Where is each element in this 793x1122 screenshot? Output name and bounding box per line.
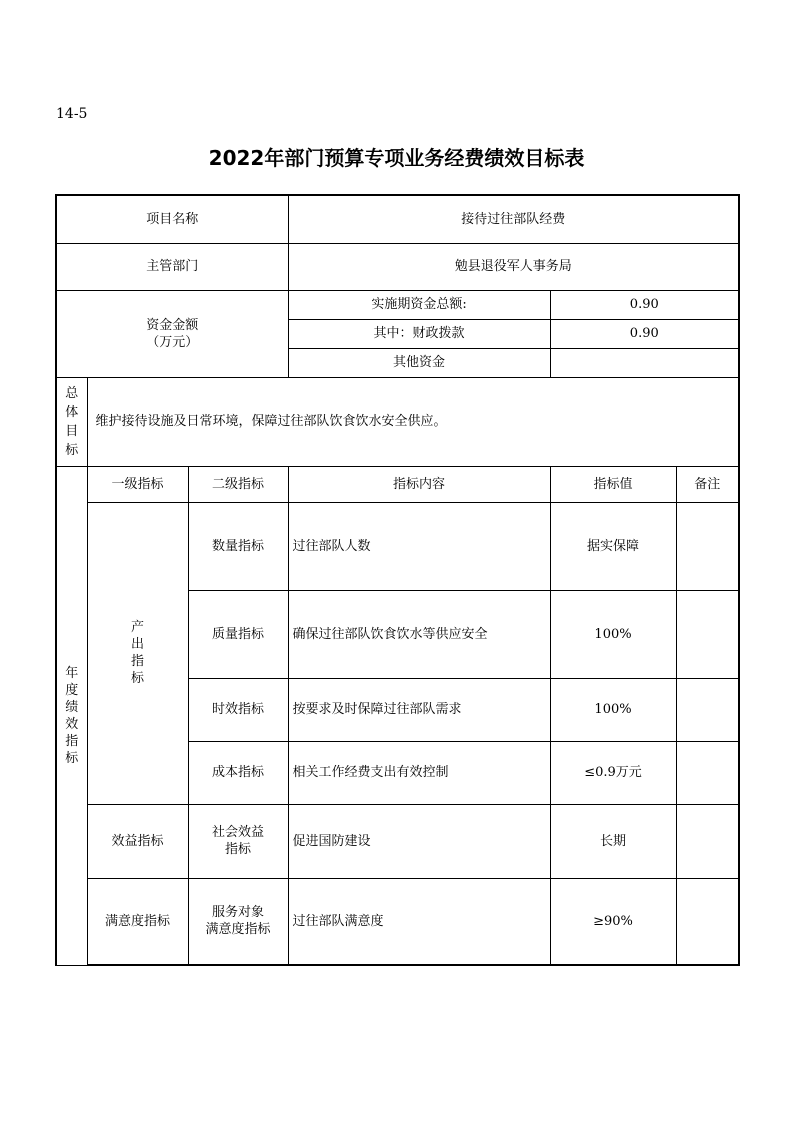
funds-label <box>56 290 288 377</box>
funds-other-label: 其他资金 <box>288 348 550 377</box>
funds-label-line2: （万元） <box>146 334 199 350</box>
header-content: 指标内容 <box>288 466 550 502</box>
page-title: 2022年部门预算专项业务经费绩效目标表 <box>208 146 585 170</box>
timeliness-indicator-content: 按要求及时保障过往部队需求 <box>288 678 550 741</box>
department-value: 勉县退役军人事务局 <box>288 243 739 290</box>
output-indicator-label <box>87 502 188 804</box>
funds-total-row <box>56 290 739 319</box>
output-indicator-label-char: 出 <box>130 637 144 652</box>
annual-performance-label-char: 年 <box>65 665 79 681</box>
quality-indicator-label: 质量指标 <box>188 590 288 678</box>
funds-label-line1: 资金金额 <box>146 317 199 333</box>
social-benefit-note <box>676 804 739 878</box>
indicator-header-row <box>56 466 739 502</box>
social-benefit-indicator-label <box>188 804 288 878</box>
funds-fiscal-value: 0.90 <box>550 319 739 348</box>
service-satisfaction-content: 过往部队满意度 <box>288 878 550 965</box>
quantity-indicator-content: 过往部队人数 <box>288 502 550 590</box>
funds-fiscal-label: 其中：财政拨款 <box>288 319 550 348</box>
annual-performance-label-char: 绩 <box>65 699 79 715</box>
output-indicator-label-char: 产 <box>130 620 144 635</box>
overall-goal-label <box>56 377 87 466</box>
service-satisfaction-note <box>676 878 739 965</box>
timeliness-indicator-note <box>676 678 739 741</box>
quality-indicator-content: 确保过往部队饮食饮水等供应安全 <box>288 590 550 678</box>
service-satisfaction-label-line1: 服务对象 <box>212 905 265 921</box>
header-level1: 一级指标 <box>87 466 188 502</box>
annual-performance-label-char: 标 <box>65 750 79 766</box>
project-name-label: 项目名称 <box>56 195 288 243</box>
social-benefit-label-line2: 指标 <box>225 842 252 857</box>
cost-indicator-note <box>676 741 739 804</box>
social-benefit-content: 促进国防建设 <box>288 804 550 878</box>
annual-performance-label-char: 效 <box>65 716 79 732</box>
cost-indicator-content: 相关工作经费支出有效控制 <box>288 741 550 804</box>
timeliness-indicator-value: 100% <box>550 678 676 741</box>
department-row <box>56 243 739 290</box>
table-row <box>56 804 739 878</box>
overall-goal-label-char: 体 <box>65 404 79 420</box>
quantity-indicator-value: 据实保障 <box>550 502 676 590</box>
form-code: 14-5 <box>56 106 88 122</box>
quantity-indicator-label: 数量指标 <box>188 502 288 590</box>
quality-indicator-note <box>676 590 739 678</box>
header-note: 备注 <box>676 466 739 502</box>
funds-total-value: 0.90 <box>550 290 739 319</box>
social-benefit-label-line1: 社会效益 <box>212 825 265 840</box>
header-level2: 二级指标 <box>188 466 288 502</box>
performance-target-table <box>55 194 740 966</box>
output-indicator-label-char: 指 <box>130 654 144 669</box>
overall-goal-label-char: 总 <box>65 385 79 401</box>
annual-performance-label-char: 指 <box>65 733 79 749</box>
service-satisfaction-value: ≥90% <box>550 878 676 965</box>
cost-indicator-value: ≤0.9万元 <box>550 741 676 804</box>
social-benefit-value: 长期 <box>550 804 676 878</box>
header-value: 指标值 <box>550 466 676 502</box>
project-name-row <box>56 195 739 243</box>
table-row <box>56 502 739 590</box>
quality-indicator-value: 100% <box>550 590 676 678</box>
annual-performance-label <box>56 466 87 965</box>
benefit-indicator-label: 效益指标 <box>87 804 188 878</box>
output-indicator-label-char: 标 <box>130 671 144 686</box>
table-row <box>56 878 739 965</box>
satisfaction-indicator-label: 满意度指标 <box>87 878 188 965</box>
service-satisfaction-indicator-label <box>188 878 288 965</box>
overall-goal-label-char: 目 <box>65 423 79 439</box>
annual-performance-label-char: 度 <box>65 682 79 698</box>
quantity-indicator-note <box>676 502 739 590</box>
overall-goal-row <box>56 377 739 466</box>
overall-goal-label-char: 标 <box>65 442 79 458</box>
department-label: 主管部门 <box>56 243 288 290</box>
service-satisfaction-label-line2: 满意度指标 <box>205 922 271 938</box>
project-name-value: 接待过往部队经费 <box>288 195 739 243</box>
timeliness-indicator-label: 时效指标 <box>188 678 288 741</box>
cost-indicator-label: 成本指标 <box>188 741 288 804</box>
funds-total-label: 实施期资金总额: <box>288 290 550 319</box>
funds-other-value <box>550 348 739 377</box>
overall-goal-text: 维护接待设施及日常环境，保障过往部队饮食饮水安全供应。 <box>87 377 739 466</box>
